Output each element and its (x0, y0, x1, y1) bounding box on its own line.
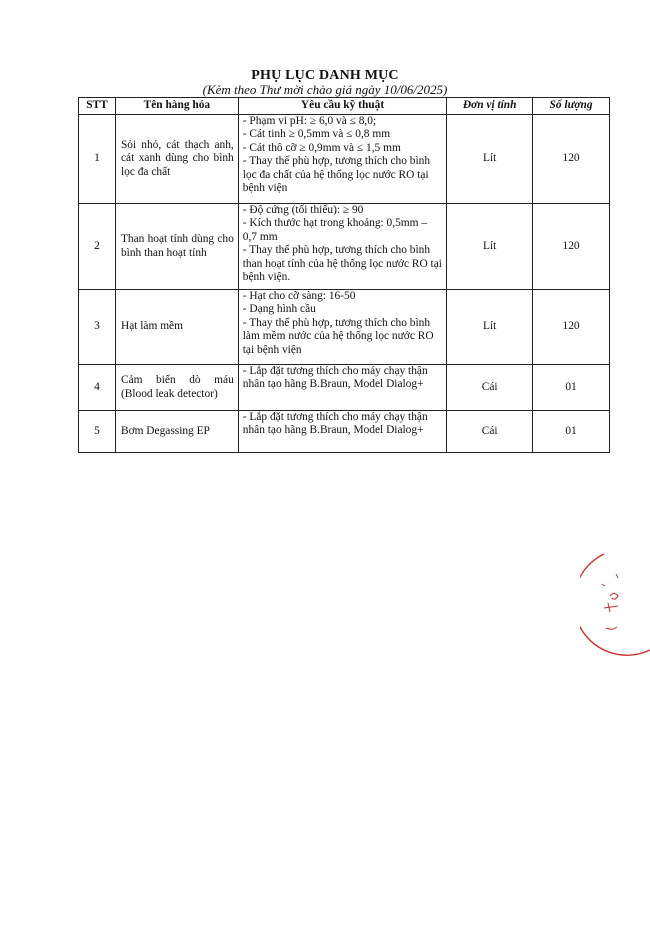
stamp-inner-mark (606, 627, 617, 629)
row-quantity: 120 (533, 204, 610, 290)
row-unit: Lít (447, 290, 533, 365)
row-unit: Cái (447, 365, 533, 411)
row-requirements (238, 204, 447, 290)
header-item-name: Tên hàng hóa (115, 98, 238, 115)
requirement-line: - Thay thế phù hợp, tương thích cho bình than hoạt tính của hệ thống lọc nước RO tại bệnh viện. (242, 244, 442, 284)
table-row (79, 365, 610, 411)
row-quantity: 01 (533, 365, 610, 411)
requirement-line: - Độ cứng (tối thiểu): ≥ 90 (242, 204, 364, 216)
requirement-line: - Kích thước hạt trong khoảng: 0,5mm – 0,7 mm (242, 217, 428, 243)
row-requirements (238, 290, 447, 365)
row-item-name: Hạt làm mềm (115, 290, 238, 365)
requirement-line: - Lắp đặt tương thích cho máy chạy thận nhân tạo hãng B.Braun, Model Dialog+ (242, 365, 428, 391)
table-row (79, 411, 610, 453)
stamp-inner-mark (602, 574, 618, 586)
row-quantity: 120 (533, 290, 610, 365)
row-item-name: Cảm biến dò máu (Blood leak detector) (115, 365, 238, 411)
seal-stamp (580, 548, 650, 656)
requirement-line: - Thay thế phù hợp, tương thích cho bình làm mềm nước của hệ thống lọc nước RO tại bệnh viện (242, 316, 434, 356)
page-subtitle: (Kèm theo Thư mời chào giá ngày 10/06/2025) (202, 82, 448, 97)
requirement-line: - Cát thô cỡ ≥ 0,9mm và ≤ 1,5 mm (242, 141, 401, 154)
row-stt: 1 (79, 115, 116, 204)
row-quantity: 120 (533, 115, 610, 204)
header-row (79, 98, 610, 115)
stamp-inner-mark (604, 603, 618, 612)
row-stt: 2 (79, 204, 116, 290)
row-unit: Lít (447, 204, 533, 290)
row-stt: 3 (79, 290, 116, 365)
row-unit: Lít (447, 115, 533, 204)
requirement-line: - Lắp đặt tương thích cho máy chạy thận nhân tạo hãng B.Braun, Model Dialog+ (242, 411, 428, 437)
requirement-line: - Thay thế phù hợp, tương thích cho bình lọc đa chất của hệ thống lọc nước RO tại bệnh viện (242, 155, 431, 195)
row-item-name: Sỏi nhỏ, cát thạch anh, cát xanh dùng cho bình lọc đa chất (115, 115, 238, 204)
stamp-ring (580, 554, 650, 655)
row-item-name: Bơm Degassing EP (115, 411, 238, 453)
row-requirements (238, 365, 447, 411)
row-requirements (238, 411, 447, 453)
row-quantity: 01 (533, 411, 610, 453)
header-stt: STT (79, 98, 116, 115)
catalog-table (78, 97, 610, 453)
requirement-line: - Dạng hình cầu (242, 303, 316, 316)
table-row (79, 204, 610, 290)
row-item-name: Than hoạt tính dùng cho bình than hoạt tính (115, 204, 238, 290)
requirement-line: - Phạm vi pH: ≥ 6,0 và ≤ 8,0; (242, 115, 377, 127)
table-row (79, 290, 610, 365)
requirement-line: - Cát tinh ≥ 0,5mm và ≤ 0,8 mm (242, 128, 391, 141)
row-stt: 5 (79, 411, 116, 453)
page-title: PHỤ LỤC DANH MỤC (251, 68, 399, 83)
header-unit: Đơn vị tính (447, 98, 533, 115)
row-requirements (238, 115, 447, 204)
requirement-line: - Hạt cho cỡ sàng: 16-50 (242, 290, 356, 302)
table-row (79, 115, 610, 204)
row-unit: Cái (447, 411, 533, 453)
stamp-inner-mark (610, 594, 618, 600)
header-quantity: Số lượng (533, 98, 610, 115)
header-requirements: Yêu cầu kỹ thuật (238, 98, 447, 115)
row-stt: 4 (79, 365, 116, 411)
